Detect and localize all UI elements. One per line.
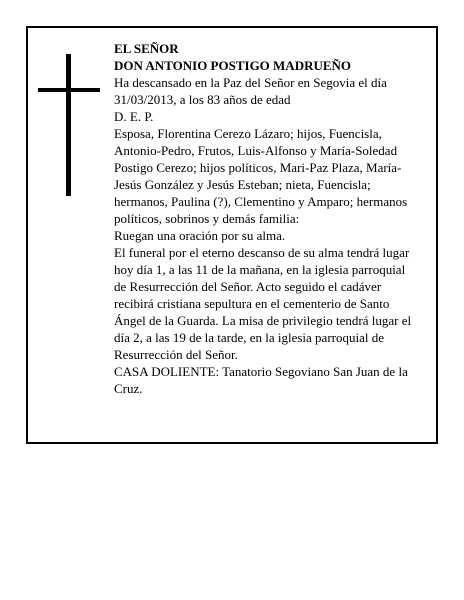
funeral-details: El funeral por el eterno descanso de su alma tendrá lugar hoy día 1, a las 11 de la mañana, en la iglesia parroquial de Resurrección del Señor. Acto seguido el cadáver recibirá cristiana sepultura en el cementerio de Santo Ángel de la Guarda. La misa de privilegio tendrá lugar el día 2, a las 19 de la tarde, en la iglesia parroquial de Resurrección del Señor. <box>114 245 412 362</box>
prayer-request: Ruegan una oración por su alma. <box>114 228 286 243</box>
deceased-name: DON ANTONIO POSTIGO MADRUEÑO <box>114 58 352 73</box>
family-list: Esposa, Florentina Cerezo Lázaro; hijos, Fuencisla, Antonio-Pedro, Frutos, Luis-Alfonso y María-Soledad Postigo Cerezo; hijos políticos, Mari-Paz Plaza, María-Jesús González y Jesús Esteban; nieta, Fuencisla; hermanos, Paulina (?), Clementino y Amparo; hermanos políticos, sobrinos y demás familia: <box>114 126 408 226</box>
cross-icon <box>38 54 100 196</box>
rest-in-peace: D. E. P. <box>114 109 154 124</box>
obituary-title: EL SEÑOR <box>114 41 179 56</box>
death-notice: Ha descansado en la Paz del Señor en Segovia el día 31/03/2013, a los 83 años de edad <box>114 75 387 107</box>
casa-doliente: CASA DOLIENTE: Tanatorio Segoviano San Juan de la Cruz. <box>114 364 408 396</box>
cross-horizontal-bar <box>38 88 100 92</box>
obituary-text <box>114 40 418 397</box>
cross-vertical-bar <box>66 54 71 196</box>
